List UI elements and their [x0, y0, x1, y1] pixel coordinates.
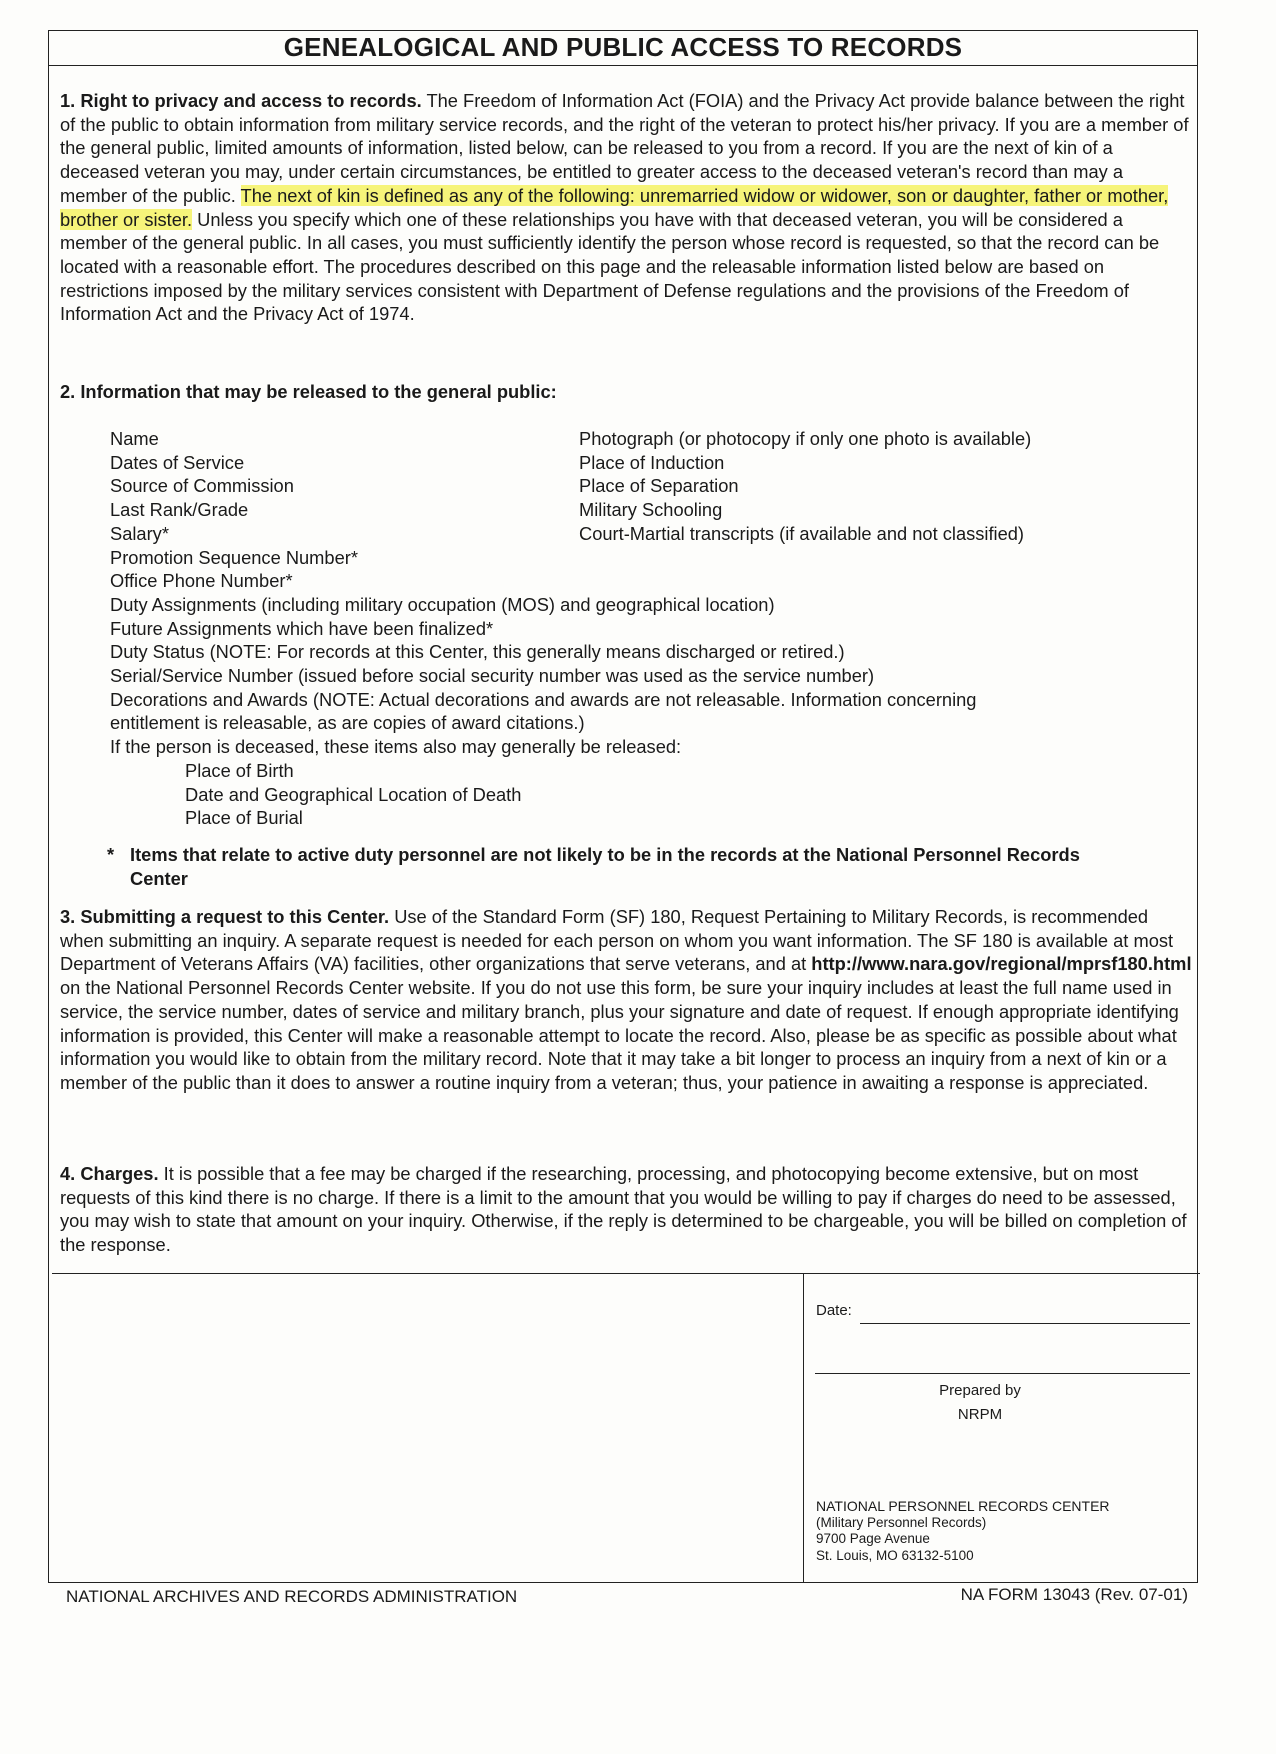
center-address: [816, 1498, 1110, 1564]
address-line: (Military Personnel Records): [816, 1514, 987, 1530]
list-item: Decorations and Awards (NOTE: Actual decorations and awards are not releasable. Information concerning: [110, 688, 977, 710]
sf180-url-link[interactable]: http://www.nara.gov/regional/mprsf180.html: [811, 953, 1192, 975]
releasable-list-right: [579, 427, 1031, 546]
footer-agency: NATIONAL ARCHIVES AND RECORDS ADMINISTRATION: [66, 1587, 518, 1606]
list-item: Name: [110, 428, 159, 449]
section-4: [60, 1162, 1192, 1257]
section-4-text: It is possible that a fee may be charged if the researching, processing, and photocopying become extensive, but on most requests of this kind there is no charge. If there is a limit to the amount that you would be willing to pay if charges do need to be assessed, you may wish to state that amount on your inquiry. Otherwise, if the reply is determined to be chargeable, you will be billed on completion of the response.: [60, 1163, 1187, 1256]
date-label: Date:: [816, 1302, 852, 1319]
list-item: Photograph (or photocopy if only one photo is available): [579, 428, 1032, 449]
next-of-kin-highlight: The next of kin is defined as any of the following: unremarried widow or widower, son or daughter, father or mother, brother or sister.: [60, 184, 1169, 230]
list-item: Military Schooling: [579, 499, 723, 521]
address-line: NATIONAL PERSONNEL RECORDS CENTER: [816, 1498, 1110, 1514]
section-1-heading: 1. Right to privacy and access to records.: [60, 90, 422, 111]
list-item: Duty Assignments (including military occupation (MOS) and geographical location): [110, 593, 775, 615]
list-item: Place of Separation: [579, 475, 739, 497]
section-1-text-cont: Unless you specify which one of these relationships you have with that deceased veteran, you will be considered a member of the general public. In all cases, you must sufficiently identify the person whose record is requested, so that the record can be located with a reasonable effort. The procedures described on this page and the releasable information listed below are based on restrictions imposed by the military services consistent with Department of Defense regulations and the provisions of the Freedom of Information Act and the Privacy Act of 1974.: [60, 208, 1160, 325]
list-item: Last Rank/Grade: [110, 499, 249, 521]
section-3: [60, 905, 1192, 1095]
list-item: entitlement is releasable, as are copies of award citations.): [110, 712, 585, 734]
address-line: 9700 Page Avenue: [816, 1531, 930, 1546]
list-item: Place of Birth: [185, 759, 294, 781]
section-2-heading-text: 2. Information that may be released to the general public:: [60, 381, 557, 402]
list-item: Future Assignments which have been finalized*: [110, 617, 494, 639]
prepared-by-block: [880, 1379, 1080, 1427]
footer-form-number: NA FORM 13043 (Rev. 07-01): [960, 1585, 1188, 1604]
list-item: Place of Induction: [579, 451, 725, 473]
section-3-heading: 3. Submitting a request to this Center.: [60, 906, 390, 927]
date-field[interactable]: [860, 1323, 1190, 1324]
list-item: Place of Burial: [185, 807, 303, 829]
note-asterisk: *: [107, 844, 115, 865]
section-3-text-cont: on the National Personnel Records Center website. If you do not use this form, be sure your inquiry includes at least the full name used in service, the service number, dates of service and military branch, plus your signature and date of request. If enough appropriate identifying information is provided, this Center will make a reasonable attempt to locate the record. Also, please be as specific as possible about what information you would like to obtain from the military record. Note that it may take a bit longer to process an inquiry from a next of kin or a member of the public than it does to answer a routine inquiry from a veteran; thus, your patience in awaiting a response is appreciated.: [60, 977, 1179, 1093]
list-item: Date and Geographical Location of Death: [185, 783, 522, 805]
signature-field[interactable]: [815, 1373, 1190, 1374]
list-item: Salary*: [110, 522, 169, 544]
prepared-by-label: Prepared by: [939, 1382, 1021, 1399]
preparer-name: NRPM: [957, 1406, 1003, 1423]
box-divider: [803, 1273, 804, 1583]
list-item: Serial/Service Number (issued before social security number was used as the service number): [110, 665, 875, 687]
list-item: Court-Martial transcripts (if available and not classified): [579, 522, 1025, 544]
list-item: Office Phone Number*: [110, 570, 293, 592]
list-item: Source of Commission: [110, 475, 294, 497]
list-item: Duty Status (NOTE: For records at this Center, this generally means discharged or retired.): [110, 641, 845, 663]
section-4-heading: 4. Charges.: [60, 1163, 159, 1184]
list-item: Promotion Sequence Number*: [110, 546, 358, 568]
section-1: [60, 89, 1190, 326]
address-line: St. Louis, MO 63132-5100: [816, 1547, 974, 1563]
note-text: Items that relate to active duty personnel are not likely to be in the records at the National Personnel Records Center: [130, 844, 1080, 889]
active-duty-note: [107, 843, 1140, 891]
section-2-heading: [60, 380, 1190, 404]
section-1-text: The Freedom of Information Act (FOIA) and the Privacy Act provide balance between the right of the public to obtain information from military service records, and the right of the veteran to protect his/her privacy. If you are a member of the general public, limited amounts of information, listed below, can be released to you from a record. If you are the next of kin of a deceased veteran you may, under certain circumstances, be entitled to greater access to the deceased veteran's record than may a member of the public.: [60, 90, 1189, 206]
list-item: If the person is deceased, these items also may generally be released:: [110, 736, 682, 758]
list-item: Dates of Service: [110, 451, 245, 473]
section-3-text: Use of the Standard Form (SF) 180, Request Pertaining to Military Records, is recommended when submitting an inquiry. A separate request is needed for each person on whom you want information. The SF 180 is available at most Department of Veterans Affairs (VA) facilities, other organizations that serve veterans, and at: [60, 906, 1174, 975]
page-title: GENEALOGICAL AND PUBLIC ACCESS TO RECORDS: [48, 30, 1198, 66]
